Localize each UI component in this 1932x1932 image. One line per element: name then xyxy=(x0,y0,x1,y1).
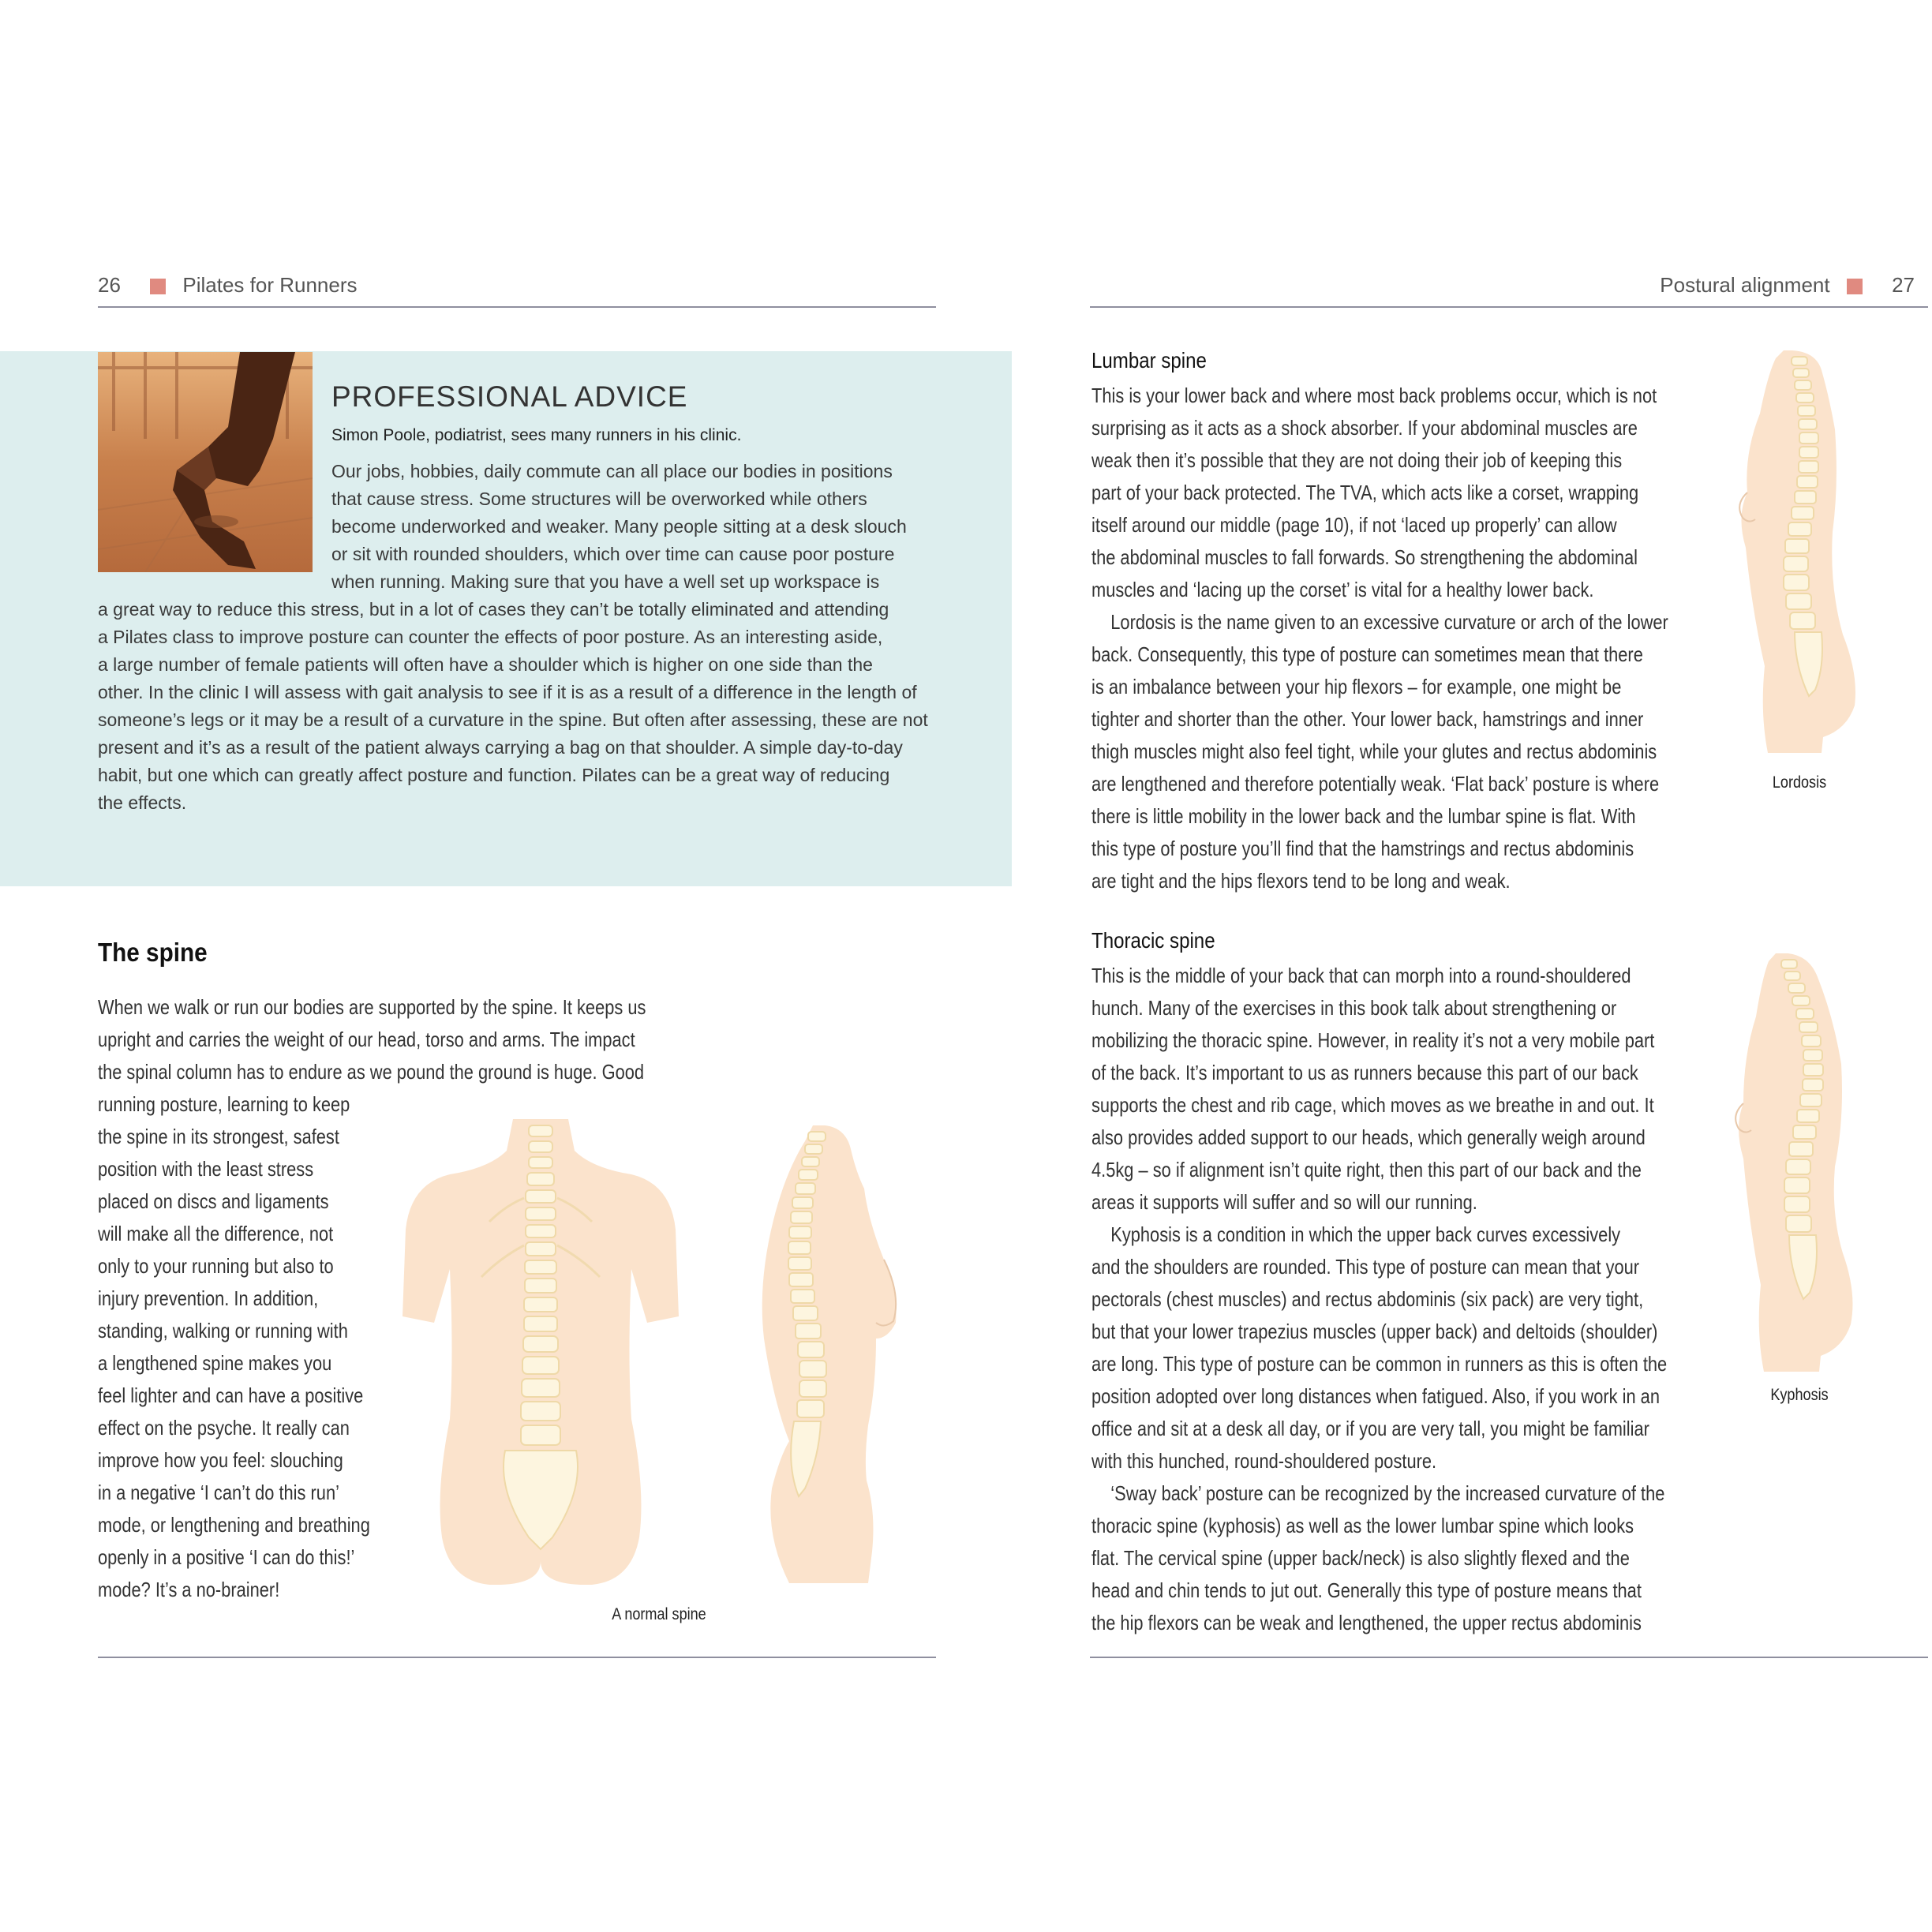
body-line: back. Consequently, this type of posture can sometimes mean that there xyxy=(1091,642,1643,666)
advice-line: other. In the clinic I will assess with gait analysis to see if it is as a result of a difference in the length of xyxy=(98,682,917,702)
body-line: weak then it’s possible that they are not doing their job of keeping this xyxy=(1091,448,1623,472)
runner-photo xyxy=(98,352,313,572)
header-square-icon xyxy=(150,279,166,294)
header-left xyxy=(98,271,358,299)
advice-line: when running. Making sure that you have a well set up workspace is xyxy=(331,571,880,592)
body-line: the spinal column has to endure as we pound the ground is huge. Good xyxy=(98,1060,645,1084)
body-line: supports the chest and rib cage, which moves as we breathe in and out. It xyxy=(1091,1093,1654,1117)
header-rule-left xyxy=(98,306,936,308)
body-line: also provides added support to our heads, which generally weigh around xyxy=(1091,1125,1646,1149)
body-line: a lengthened spine makes you xyxy=(98,1351,332,1375)
body-line: upright and carries the weight of our head, torso and arms. The impact xyxy=(98,1028,635,1051)
body-line: feel lighter and can have a positive xyxy=(98,1383,364,1407)
body-line: with this hunched, round-shouldered posture. xyxy=(1091,1449,1437,1473)
lordosis-caption: Lordosis xyxy=(1772,773,1827,792)
advice-line: a large number of female patients will often have a shoulder which is higher on one side than the xyxy=(98,654,873,675)
body-line: itself around our middle (page 10), if not ‘laced up properly’ can allow xyxy=(1091,513,1617,537)
chapter-title: Postural alignment xyxy=(1660,273,1830,297)
body-line: only to your running but also to xyxy=(98,1254,334,1278)
body-line: thoracic spine (kyphosis) as well as the lower lumbar spine which looks xyxy=(1091,1514,1634,1537)
body-line: the hip flexors can be weak and lengthened, the upper rectus abdominis xyxy=(1091,1611,1642,1634)
header-rule-right xyxy=(1090,306,1928,308)
body-line: flat. The cervical spine (upper back/neck) is also slightly flexed and the xyxy=(1091,1546,1630,1570)
advice-title: PROFESSIONAL ADVICE xyxy=(331,380,688,413)
advice-line: Our jobs, hobbies, daily commute can all place our bodies in positions xyxy=(331,461,893,481)
advice-line: a great way to reduce this stress, but in a lot of cases they can’t be totally eliminated and attending xyxy=(98,599,889,620)
footer-rule-right xyxy=(1090,1657,1928,1658)
kyphosis-caption: Kyphosis xyxy=(1770,1386,1829,1404)
body-line: injury prevention. In addition, xyxy=(98,1286,319,1310)
body-line: surprising as it acts as a shock absorber. If your abdominal muscles are xyxy=(1091,416,1638,440)
body-line: placed on discs and ligaments xyxy=(98,1189,329,1213)
body-line: effect on the psyche. It really can xyxy=(98,1416,350,1440)
body-line: there is little mobility in the lower back and the lumbar spine is flat. With xyxy=(1091,804,1636,828)
body-line: ‘Sway back’ posture can be recognized by the increased curvature of the xyxy=(1091,1481,1665,1505)
body-line: position adopted over long distances when fatigued. Also, if you work in an xyxy=(1091,1384,1660,1408)
advice-line: become underworked and weaker. Many people sitting at a desk slouch xyxy=(331,516,907,537)
side-view-spine-illustration xyxy=(758,1125,908,1587)
body-line: this type of posture you’ll find that the hamstrings and rectus abdominis xyxy=(1091,837,1634,860)
body-line: of the back. It’s important to us as runners because this part of our back xyxy=(1091,1061,1638,1084)
body-line: mode? It’s a no-brainer! xyxy=(98,1578,280,1601)
body-line: the abdominal muscles to fall forwards. So strengthening the abdominal xyxy=(1091,545,1638,569)
body-line: Kyphosis is a condition in which the upper back curves excessively xyxy=(1091,1222,1621,1246)
body-line: will make all the difference, not xyxy=(98,1222,334,1245)
body-line: the spine in its strongest, safest xyxy=(98,1125,339,1148)
body-line: This is your lower back and where most back problems occur, which is not xyxy=(1091,384,1657,407)
page-number-left: 26 xyxy=(98,273,121,297)
advice-subtitle: Simon Poole, podiatrist, sees many runners in his clinic. xyxy=(331,426,742,444)
body-line: This is the middle of your back that can morph into a round-shouldered xyxy=(1091,964,1631,987)
body-line: muscles and ‘lacing up the corset’ is vital for a healthy lower back. xyxy=(1091,578,1594,601)
body-line: standing, walking or running with xyxy=(98,1319,348,1342)
book-title: Pilates for Runners xyxy=(182,273,358,297)
body-line: mode, or lengthening and breathing xyxy=(98,1513,370,1537)
body-line: areas it supports will suffer and so will our running. xyxy=(1091,1190,1477,1214)
advice-line: that cause stress. Some structures will be overworked while others xyxy=(331,489,867,509)
body-line: part of your back protected. The TVA, which acts like a corset, wrapping xyxy=(1091,481,1639,504)
body-line: tighter and shorter than the other. Your lower back, hamstrings and inner xyxy=(1091,707,1644,731)
advice-line: a Pilates class to improve posture can counter the effects of poor posture. As an interesting aside, xyxy=(98,627,883,647)
advice-line: the effects. xyxy=(98,792,187,813)
body-line: When we walk or run our bodies are supported by the spine. It keeps us xyxy=(98,995,646,1019)
advice-line: someone’s legs or it may be a result of a curvature in the spine. But often after assessing, these are not xyxy=(98,710,928,730)
body-line: are long. This type of posture can be common in runners as this is often the xyxy=(1091,1352,1668,1376)
body-line: Lordosis is the name given to an excessive curvature or arch of the lower xyxy=(1091,610,1668,634)
body-line: improve how you feel: slouching xyxy=(98,1448,343,1472)
lordosis-illustration xyxy=(1736,350,1863,757)
body-line: in a negative ‘I can’t do this run’ xyxy=(98,1481,339,1504)
thoracic-heading: Thoracic spine xyxy=(1091,928,1215,953)
lumbar-heading: Lumbar spine xyxy=(1091,348,1207,373)
body-line: 4.5kg – so if alignment isn’t quite right, then this part of our back and the xyxy=(1091,1158,1642,1181)
footer-rule-left xyxy=(98,1657,936,1658)
advice-line: or sit with rounded shoulders, which over time can cause poor posture xyxy=(331,544,895,564)
spine-heading: The spine xyxy=(98,938,208,967)
body-line: are tight and the hips flexors tend to be long and weak. xyxy=(1091,869,1511,893)
header-right xyxy=(1660,271,1915,299)
body-line: is an imbalance between your hip flexors – for example, one might be xyxy=(1091,675,1622,698)
body-line: and the shoulders are rounded. This type of posture can mean that your xyxy=(1091,1255,1640,1279)
body-line: position with the least stress xyxy=(98,1157,314,1181)
body-line: hunch. Many of the exercises in this book talk about strengthening or xyxy=(1091,996,1617,1020)
body-line: office and sit at a desk all day, or if you are very tall, you might be familiar xyxy=(1091,1417,1649,1440)
body-line: head and chin tends to jut out. Generally this type of posture means that xyxy=(1091,1578,1642,1602)
body-line: openly in a positive ‘I can do this!’ xyxy=(98,1545,355,1569)
back-view-spine-illustration xyxy=(395,1119,687,1589)
body-line: running posture, learning to keep xyxy=(98,1092,350,1116)
kyphosis-illustration xyxy=(1732,953,1866,1376)
page-number-right: 27 xyxy=(1892,273,1915,297)
body-line: thigh muscles might also feel tight, while your glutes and rectus abdominis xyxy=(1091,739,1657,763)
body-line: pectorals (chest muscles) and rectus abdominis (six pack) are very tight, xyxy=(1091,1287,1644,1311)
advice-line: present and it’s as a result of the patient always carrying a bag on that shoulder. A simple day-to-day xyxy=(98,737,903,758)
body-line: mobilizing the thoracic spine. However, in reality it’s not a very mobile part xyxy=(1091,1028,1655,1052)
body-line: but that your lower trapezius muscles (upper back) and deltoids (shoulder) xyxy=(1091,1320,1658,1343)
advice-line: habit, but one which can greatly affect posture and function. Pilates can be a great way of reducing xyxy=(98,765,890,785)
body-line: are lengthened and therefore potentially weak. ‘Flat back’ posture is where xyxy=(1091,772,1660,796)
header-square-icon xyxy=(1847,279,1863,294)
normal-spine-caption: A normal spine xyxy=(612,1605,706,1623)
